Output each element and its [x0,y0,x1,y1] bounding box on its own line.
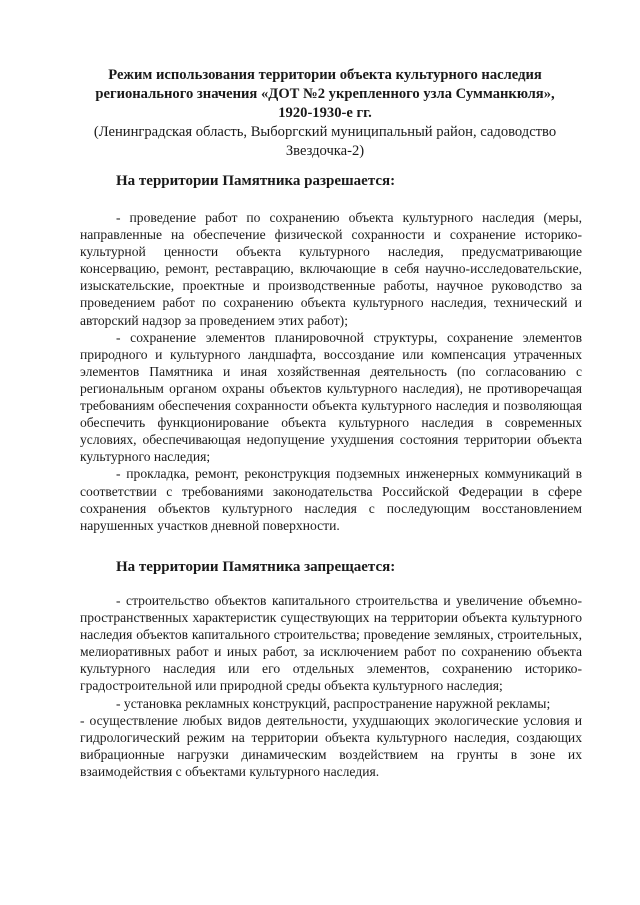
allowed-item-2: - сохранение элементов планировочной структуры, сохранение элементов природного и культурного ландшафта, воссоздание или компенсация утраченных элементов Памятника и иная хозяйственная деятельность (по согласованию с региональным органом охраны объектов культурного наследия), не противоречащая требованиям обеспечения сохранности объекта культурного наследия и позволяющая обеспечить функционирование объекта культурного наследия в современных условиях, обеспечивающая недопущение ухудшения состояния территории объекта культурного наследия; [80,329,582,465]
document-header [70,66,580,161]
forbidden-list [80,592,582,780]
document-title-line-1: Режим использования территории объекта культурного наследия [108,67,542,83]
allowed-item-3: - прокладка, ремонт, реконструкция подземных инженерных коммуникаций в соответствии с требованиями законодательства Российской Федерации в сфере сохранения объектов культурного наследия с последующим восстановлением нарушенных участков дневной поверхности. [80,466,582,533]
forbidden-heading: На территории Памятника запрещается: [116,559,396,575]
location-line-1: (Ленинградская область, Выборгский муниципальный район, садоводство [93,124,557,140]
forbidden-item-2: - установка рекламных конструкций, распространение наружной рекламы; [116,695,551,711]
forbidden-item-3: - осуществление любых видов деятельности, ухудшающих экологические условия и гидрологический режим на территории объекта культурного наследия, создающих вибрационные нагрузки динамическим воздействием на грунты в зоне их взаимодействия с объектами культурного наследия. [80,712,582,779]
allowed-heading: На территории Памятника разрешается: [116,173,396,189]
document-title-line-3: 1920-1930-е гг. [278,105,372,121]
forbidden-item-1: - строительство объектов капитального строительства и увеличение объемно-пространственных характеристик существующих на территории объекта культурного наследия объектов капитального строительства; проведение земляных, строительных, мелиоративных работ и иных работ, за исключением работ по сохранению объекта культурного наследия или его отдельных элементов, сохранению историко-градостроительной или природной среды объекта культурного наследия; [80,593,582,694]
location-line-2: Звездочка-2) [285,143,365,159]
allowed-item-1: - проведение работ по сохранению объекта культурного наследия (меры, направленные на обеспечение физической сохранности и сохранение историко-культурной ценности объекта культурного наследия, предусматривающие консервацию, ремонт, реставрацию, включающие в себя научно-исследовательские, изыскательские, проектные и производственные работы, научное руководство за проведением работ по сохранению объекта культурного наследия, технический и авторский надзор за проведением этих работ); [80,210,582,328]
document-title-line-2: регионального значения «ДОТ №2 укрепленного узла Сумманкюля», [95,86,555,102]
allowed-list [80,209,582,534]
